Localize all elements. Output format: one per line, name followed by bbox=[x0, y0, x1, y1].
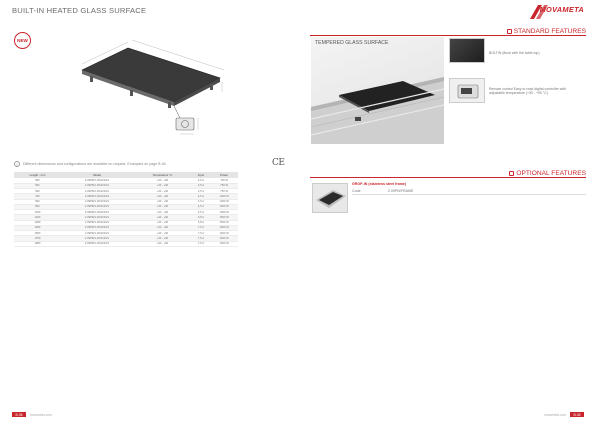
photo-label: TEMPERED GLASS SURFACE bbox=[315, 40, 389, 46]
table-cell: +30 - +90 bbox=[133, 199, 192, 204]
table-cell: +30 - +90 bbox=[133, 215, 192, 220]
table-cell: 750 W bbox=[210, 189, 238, 194]
optional-features-title: OPTIONAL FEATURES bbox=[516, 170, 586, 177]
table-cell: 2.09PB/1-36/423/1S bbox=[61, 199, 133, 204]
page-title: BUILT-IN HEATED GLASS SURFACE bbox=[12, 6, 147, 15]
countertop-illustration bbox=[311, 37, 444, 144]
table-cell: +30 - +90 bbox=[133, 183, 192, 188]
table-cell: 1380 bbox=[14, 225, 61, 230]
remote-control-icon bbox=[449, 78, 485, 103]
table-cell: +30 - +90 bbox=[133, 236, 192, 241]
column-header: Power bbox=[210, 172, 238, 178]
section-divider bbox=[310, 35, 586, 36]
table-cell: 1600 W bbox=[210, 241, 238, 246]
table-cell: 6,8 A bbox=[192, 215, 211, 220]
column-header: Length - mm bbox=[14, 172, 61, 178]
brand-name: MOVAMETA bbox=[539, 5, 584, 14]
new-badge: NEW bbox=[14, 32, 31, 49]
feature-text: Remote control Easy to read digital controller with adjustable temperature (+30 - +90 °C) bbox=[489, 87, 567, 96]
table-cell: 1180 bbox=[14, 215, 61, 220]
product-drawing bbox=[70, 30, 230, 140]
table-cell: 2,5 A bbox=[192, 183, 211, 188]
table-cell: 590 bbox=[14, 189, 61, 194]
section-divider bbox=[310, 177, 586, 178]
optional-features-heading bbox=[509, 170, 586, 177]
table-cell: 2,5 A bbox=[192, 189, 211, 194]
column-header: Input bbox=[192, 172, 211, 178]
table-cell: 7,5 A bbox=[192, 225, 211, 230]
table-cell: +30 - +90 bbox=[133, 204, 192, 209]
table-cell: 1580 bbox=[14, 231, 61, 236]
table-cell: 1600 W bbox=[210, 225, 238, 230]
code-label: Code bbox=[352, 189, 361, 193]
standard-features-heading bbox=[507, 28, 586, 35]
table-cell: 2.09PB/1-36/423/1S bbox=[61, 220, 133, 225]
table-cell: 990 bbox=[14, 199, 61, 204]
tempered-glass-photo bbox=[311, 37, 444, 144]
table-cell: 4,5 A bbox=[192, 210, 211, 215]
table-cell: 1000 W bbox=[210, 194, 238, 199]
table-cell: 790 bbox=[14, 194, 61, 199]
table-cell: +30 - +90 bbox=[133, 189, 192, 194]
table-cell: 590 bbox=[14, 183, 61, 188]
table-cell: 2.09PB/1-36/423/1S bbox=[61, 210, 133, 215]
section-marker-icon bbox=[509, 171, 514, 176]
table-cell: 1780 bbox=[14, 236, 61, 241]
table-cell: 2.09PB/1-36/423/1S bbox=[61, 215, 133, 220]
page-number-right: B.36 bbox=[570, 412, 584, 417]
table-cell: 1600 W bbox=[210, 236, 238, 241]
table-cell: 1500 W bbox=[210, 215, 238, 220]
table-cell: 1000 W bbox=[210, 210, 238, 215]
section-marker-icon bbox=[507, 29, 512, 34]
glass-flush-icon bbox=[449, 38, 485, 63]
availability-note bbox=[14, 161, 166, 167]
info-icon: i bbox=[14, 161, 20, 167]
table-cell: 2.09PB/1-36/423/1S bbox=[61, 231, 133, 236]
column-header: Temperature °C bbox=[133, 172, 192, 178]
page-number-left: B.36 bbox=[12, 412, 26, 417]
table-cell: 1600 W bbox=[210, 231, 238, 236]
table-cell: +30 - +90 bbox=[133, 231, 192, 236]
table-cell: 990 bbox=[14, 204, 61, 209]
table-cell: 1180 bbox=[14, 210, 61, 215]
code-value: 2.09PB/FRAME bbox=[388, 189, 414, 193]
table-cell: 7,5 A bbox=[192, 236, 211, 241]
table-cell: +30 - +90 bbox=[133, 225, 192, 230]
table-cell: 2.09PB/1-36/423/1S bbox=[61, 189, 133, 194]
standard-features-title: STANDARD FEATURES bbox=[513, 28, 586, 35]
table-cell: 6,8 A bbox=[192, 220, 211, 225]
table-cell: 2.09PB/1-36/423/1S bbox=[61, 241, 133, 246]
table-cell: +30 - +90 bbox=[133, 210, 192, 215]
table-cell: +30 - +90 bbox=[133, 241, 192, 246]
table-row bbox=[14, 241, 238, 246]
table-cell: 4,5 A bbox=[192, 199, 211, 204]
column-header: Model bbox=[61, 172, 133, 178]
specs-table bbox=[14, 172, 238, 247]
feature-text: BOLTIN (flush with the table top) bbox=[489, 51, 540, 55]
table-cell: 1000 W bbox=[210, 199, 238, 204]
table-cell: 2.09PB/1-36/423/1S bbox=[61, 183, 133, 188]
ce-mark: CE bbox=[272, 158, 285, 168]
optional-item-title: GROP-IN (stainless steel frame) bbox=[352, 182, 407, 186]
table-cell: +30 - +90 bbox=[133, 194, 192, 199]
table-cell: 2.09PB/1-36/423/1S bbox=[61, 236, 133, 241]
table-cell: 750 W bbox=[210, 178, 238, 183]
table-cell: 2.09PB/1-36/423/1S bbox=[61, 178, 133, 183]
table-cell: 1980 bbox=[14, 241, 61, 246]
table-cell: 590 bbox=[14, 178, 61, 183]
frame-photo bbox=[312, 183, 348, 213]
table-cell: 2.09PB/1-36/423/1S bbox=[61, 225, 133, 230]
table-cell: 2.09PB/1-36/423/1S bbox=[61, 194, 133, 199]
table-cell: 1380 bbox=[14, 220, 61, 225]
table-cell: 750 W bbox=[210, 183, 238, 188]
table-cell: 2,5 A bbox=[192, 178, 211, 183]
table-cell: 4,5 A bbox=[192, 194, 211, 199]
table-cell: 1500 W bbox=[210, 220, 238, 225]
table-cell: 7,5 A bbox=[192, 231, 211, 236]
table-cell: +30 - +90 bbox=[133, 178, 192, 183]
table-cell: 2.09PB/1-36/423/1S bbox=[61, 204, 133, 209]
table-cell: +30 - +90 bbox=[133, 220, 192, 225]
table-cell: 4,5 A bbox=[192, 204, 211, 209]
footer-brand-right: movameta.com bbox=[544, 413, 566, 417]
table-cell: 1000 W bbox=[210, 204, 238, 209]
note-text: Different dimensions and configurations are available on request. Examples on page B.46 bbox=[23, 162, 166, 166]
table-cell: 7,5 A bbox=[192, 241, 211, 246]
footer-brand-left: movameta.com bbox=[30, 413, 52, 417]
